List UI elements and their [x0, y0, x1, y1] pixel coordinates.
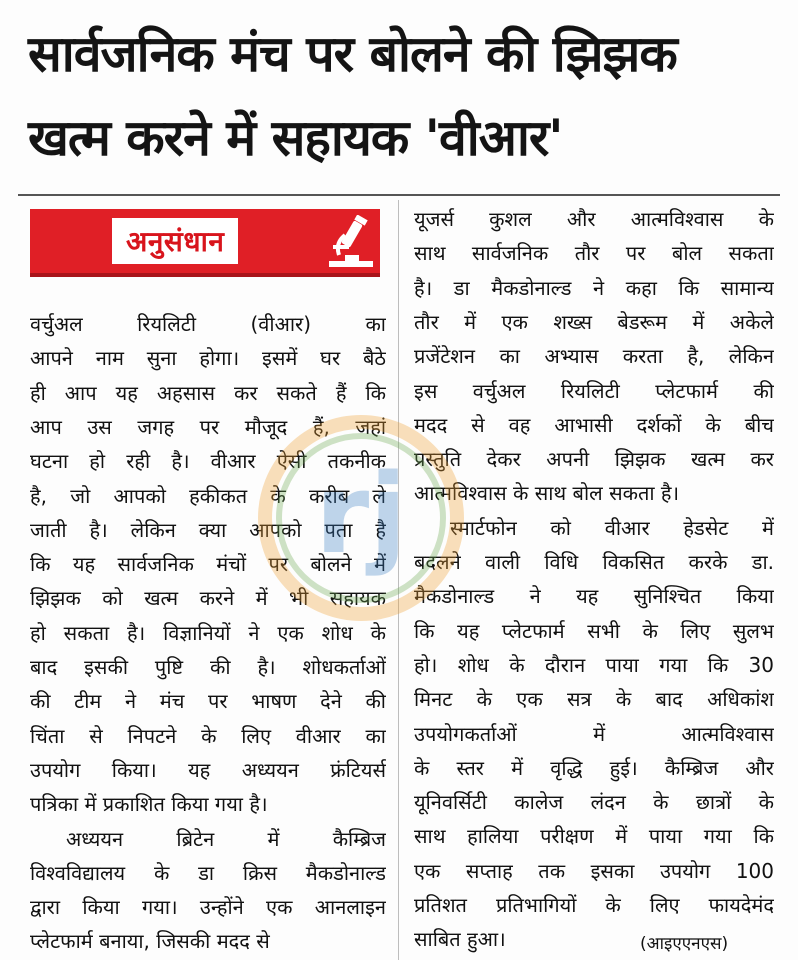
- article-text-line: चिंता से निपटने के लिए वीआर का: [30, 724, 386, 748]
- article-headline: [28, 12, 778, 180]
- news-agency-credit: (आइएएनएस): [640, 934, 729, 954]
- article-text-line: द्वारा किया गया। उन्होंने एक आनलाइन: [30, 895, 386, 919]
- article-text-line: तौर में एक शख्स बेडरूम में अकेले: [414, 310, 774, 334]
- headline-line-2: खत्म करने में सहायक 'वीआर': [28, 109, 563, 167]
- article-text-line: मैकडोनाल्ड ने यह सुनिश्चित किया: [414, 584, 774, 608]
- section-tag-label-box: [112, 218, 238, 264]
- article-text-line: स्मार्टफोन को वीआर हेडसेट में: [450, 516, 774, 540]
- article-text-line: एक सप्ताह तक इसका उपयोग 100: [414, 859, 774, 883]
- article-text-line: है, जो आपको हकीकत के करीब ले: [30, 484, 386, 508]
- article-text-line: इस वर्चुअल रियलिटी प्लेटफार्म की: [414, 379, 774, 403]
- article-text-line: प्लेटफार्म बनाया, जिसकी मदद से: [30, 929, 270, 953]
- article-text-line: बाद इसकी पुष्टि की है। शोधकर्ताओं: [30, 655, 386, 679]
- article-text-line: उपयोगकर्ताओं में आत्मविश्वास: [414, 722, 774, 746]
- article-text-line: साथ सार्वजनिक तौर पर बोल सकता: [414, 241, 774, 265]
- article-text-line: हो सकता है। विज्ञानियों ने एक शोध के: [30, 621, 386, 645]
- article-text-line: झिझक को खत्म करने में भी सहायक: [30, 586, 386, 610]
- article-text-line: आप उस जगह पर मौजूद हैं, जहां: [30, 415, 386, 439]
- article-text-line: उपयोग किया। यह अध्ययन फ्रंटियर्स: [30, 758, 386, 782]
- article-text-line: साबित हुआ।: [414, 927, 506, 951]
- article-text-line: आपने नाम सुना होगा। इसमें घर बैठे: [30, 346, 386, 370]
- article-text-line: साथ हालिया परीक्षण में पाया गया कि: [414, 824, 774, 848]
- article-text-line: ही आप यह अहसास कर सकते हैं कि: [30, 381, 386, 405]
- article-text-line: घटना हो रही है। वीआर ऐसी तकनीक: [30, 449, 386, 473]
- article-text-line: वर्चुअल रियलिटी (वीआर) का: [30, 312, 386, 336]
- article-text-line: हो। शोध के दौरान पाया गया कि 30: [414, 653, 774, 677]
- article-text-line: की टीम ने मंच पर भाषण देने की: [30, 689, 386, 713]
- section-tag: [30, 209, 380, 277]
- headline-rule: [18, 194, 780, 196]
- article-text-line: यूनिवर्सिटी कालेज लंदन के छात्रों के: [414, 790, 774, 814]
- article-text-line: कि यह सार्वजनिक मंचों पर बोलने में: [30, 552, 386, 576]
- article-text-line: है। डा मैकडोनाल्ड ने कहा कि सामान्य: [414, 276, 774, 300]
- headline-line-1: सार्वजनिक मंच पर बोलने की झिझक: [28, 25, 677, 83]
- article-text-line: प्रतिशत प्रतिभागियों के लिए फायदेमंद: [414, 893, 774, 917]
- article-text-line: प्रस्तुति देकर अपनी झिझक खत्म कर: [414, 447, 774, 471]
- article-text-line: यूजर्स कुशल और आत्मविश्वास के: [414, 207, 774, 231]
- article-text-line: मिनट के एक सत्र के बाद अधिकांश: [414, 687, 774, 711]
- article-text-line: पत्रिका में प्रकाशित किया गया है।: [30, 792, 268, 816]
- article-text-line: मदद से वह आभासी दर्शकों के बीच: [414, 413, 774, 437]
- article-text-line: प्रजेंटेशन का अभ्यास करता है, लेकिन: [414, 344, 774, 368]
- article-text-line: कि यह प्लेटफार्म सभी के लिए सुलभ: [414, 619, 774, 643]
- section-tag-label: अनुसंधान: [126, 225, 225, 258]
- column-divider: [398, 200, 399, 960]
- article-text-line: बदलने वाली विधि विकसित करके डा.: [414, 550, 774, 574]
- article-text-line: जाती है। लेकिन क्या आपको पता है: [30, 518, 386, 542]
- watermark-text: rj: [315, 450, 407, 578]
- article-text-line: अध्ययन ब्रिटेन में कैम्ब्रिज: [66, 827, 386, 851]
- microscope-icon: [325, 215, 377, 271]
- article-text-line: आत्मविश्वास के साथ बोल सकता है।: [414, 481, 680, 505]
- article-text-line: विश्वविद्यालय के डा क्रिस मैकडोनाल्ड: [30, 861, 386, 885]
- article-text-line: के स्तर में वृद्धि हुई। कैम्ब्रिज और: [414, 756, 774, 780]
